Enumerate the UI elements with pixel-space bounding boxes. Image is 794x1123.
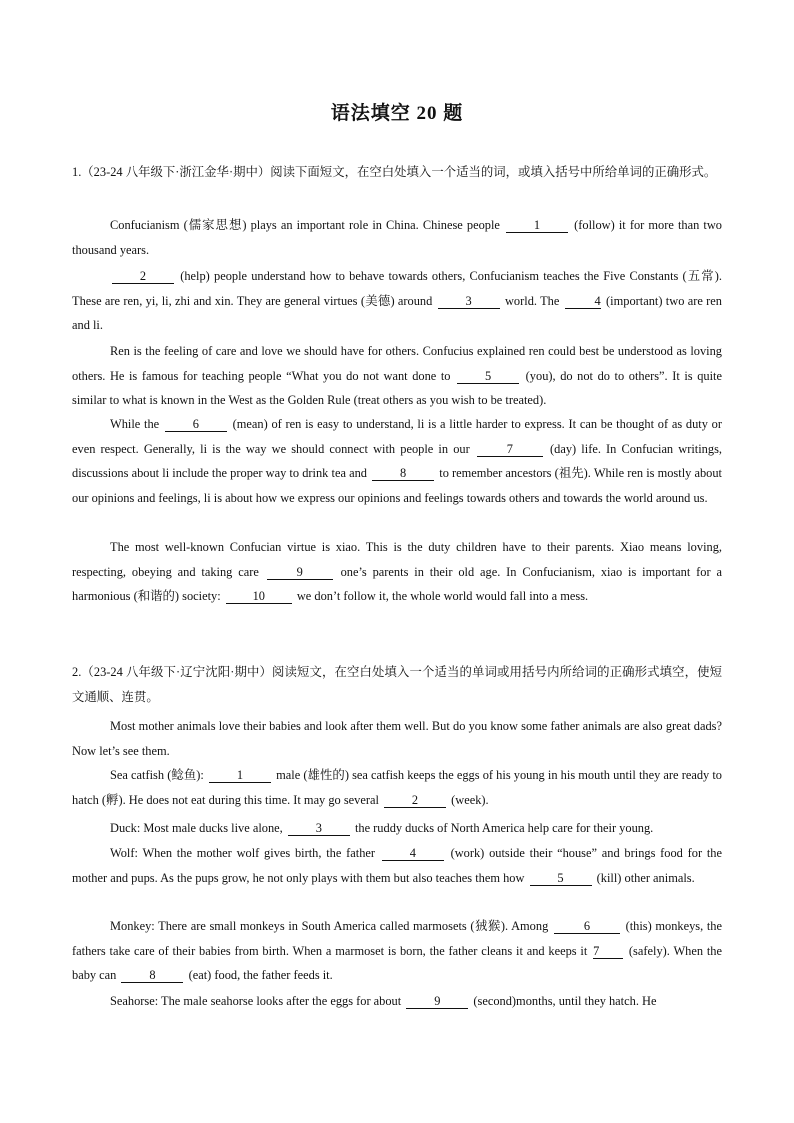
q2-blank-7[interactable]: 7 — [593, 944, 623, 959]
blank-2[interactable]: 2 — [112, 269, 174, 284]
q1-paragraph-4: While the 6 (mean) of ren is easy to understand, li is a little harder to express. It can be thought of as duty or even respect. Generally, li is the way we should connect with people in our 7 (day) life. In Confucian writings, discussions about li include the proper way to drink tea and 8 to remember ancestors (祖先). While ren is mostly about our opinions and feelings, li is about how we express our opinions and feelings towards others and towards the world around us. — [72, 417, 723, 505]
q2-blank-2[interactable]: 2 — [384, 793, 446, 808]
blank-3[interactable]: 3 — [438, 294, 500, 309]
q2-blank-3[interactable]: 3 — [288, 821, 350, 836]
q2-blank-8[interactable]: 8 — [121, 968, 183, 983]
q2-blank-6[interactable]: 6 — [554, 919, 620, 934]
q2-blank-1[interactable]: 1 — [209, 768, 271, 783]
page-title: 语法填空 20 题 — [330, 103, 464, 124]
q2-blank-5[interactable]: 5 — [530, 871, 592, 886]
q2-paragraph-4: Wolf: When the mother wolf gives birth, the father 4 (work) outside their “house” and brings food for the mother and pups. As the pups grow, he not only plays with them but also teaches them how 5 (kill) other animals. — [72, 846, 723, 885]
blank-1[interactable]: 1 — [506, 218, 568, 233]
blank-6[interactable]: 6 — [165, 417, 227, 432]
q1-paragraph-5: The most well-known Confucian virtue is xiao. This is the duty children have to their parents. Xiao means loving, respecting, obeying and taking care 9 one’s parents in their old age. In Confucianism, xiao is important for a harmonious (和谐的) society: 10 we don’t follow it, the whole world would fall into a mess. — [72, 540, 722, 604]
q2-paragraph-3: Duck: Most male ducks live alone, 3 the ruddy ducks of North America help care for their young. — [110, 821, 654, 835]
q2-paragraph-1: Most mother animals love their babies and look after them well. But do you know some father animals are also great dads? Now let’s see them. — [72, 719, 722, 758]
blank-7[interactable]: 7 — [477, 442, 543, 457]
q2-blank-9[interactable]: 9 — [406, 994, 468, 1009]
blank-10[interactable]: 10 — [226, 589, 292, 604]
q1-paragraph-1: Confucianism (儒家思想) plays an important role in China. Chinese people 1 (follow) it for more than two thousand years. — [72, 218, 722, 257]
blank-9[interactable]: 9 — [267, 565, 333, 580]
blank-8[interactable]: 8 — [372, 466, 434, 481]
q2-paragraph-5: Monkey: There are small monkeys in South America called marmosets (狨猴). Among 6 (this) monkeys, the fathers take care of their babies from birth. When a marmoset is born, the father cleans it and keeps it 7 (safely). When the baby can 8 (eat) food, the father feeds it. — [72, 919, 722, 983]
blank-4[interactable]: 4 — [565, 294, 601, 309]
question-1-heading: 1.（23-24 八年级下·浙江金华·期中）阅读下面短文，在空白处填入一个适当的词，或填入括号中所给单词的正确形式。 — [72, 165, 717, 179]
q1-paragraph-3: Ren is the feeling of care and love we should have for others. Confucius explained ren could best be understood as loving others. He is famous for teaching people “What you do not want done to 5 (you), do not do to others”. It is quite similar to what is known in the West as the Golden Rule (treat others as you wish to be treated). — [72, 344, 722, 408]
q2-paragraph-6: Seahorse: The male seahorse looks after the eggs for about 9 (second)months, until they hatch. He — [110, 994, 657, 1008]
question-2-heading: 2.（23-24 八年级下·辽宁沈阳·期中）阅读短文，在空白处填入一个适当的单词或用括号内所给词的正确形式填空，使短文通顺、连贯。 — [72, 665, 722, 704]
q2-blank-4[interactable]: 4 — [382, 846, 444, 861]
q1-paragraph-2: 2 (help) people understand how to behave towards others, Confucianism teaches the Five Constants (五常). These are ren, yi, li, zhi and xin. They are general virtues (美德) around 3 world. The 4 (important) two are ren and li. — [72, 269, 722, 333]
q2-paragraph-2: Sea catfish (鲶鱼): 1 male (雄性的) sea catfish keeps the eggs of his young in his mouth until they are ready to hatch (孵). He does not eat during this time. It may go several 2 (week). — [72, 768, 722, 807]
blank-5[interactable]: 5 — [457, 369, 519, 384]
